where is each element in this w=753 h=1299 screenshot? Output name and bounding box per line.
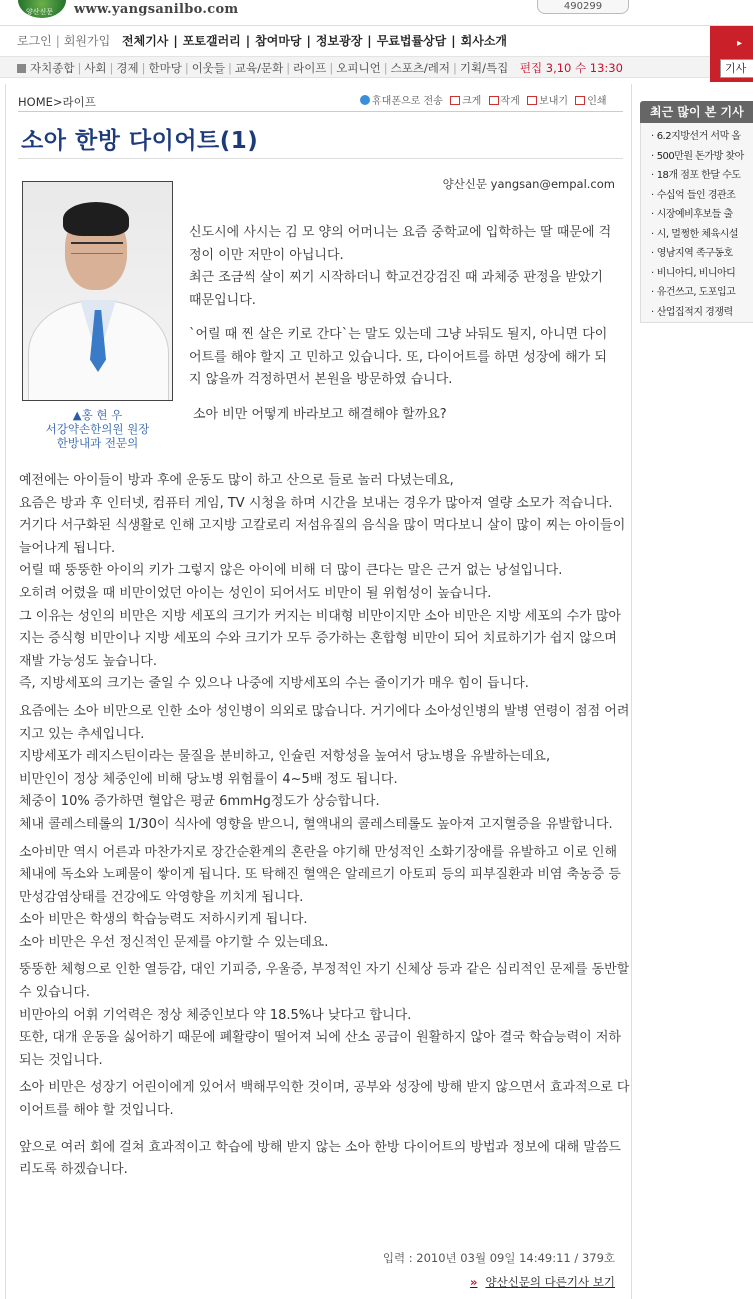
intro-question: 소아 비만 어떻게 바라보고 해결해야 할까요?: [193, 406, 447, 422]
section-link[interactable]: 사회: [84, 61, 107, 75]
body-paragraph: 비만아의 어휘 기억력은 정상 체중인보다 약 18.5%나 낮다고 합니다.: [19, 1007, 412, 1023]
email-label: 보내기: [539, 96, 569, 107]
site-logo[interactable]: [18, 0, 66, 18]
nav-separator: |: [286, 61, 291, 75]
more-articles-link[interactable]: [470, 1274, 615, 1290]
print-button[interactable]: [575, 92, 606, 107]
nav-about[interactable]: 회사소개: [460, 34, 508, 48]
author-photo: [22, 181, 173, 401]
nav-separator: |: [451, 34, 456, 48]
email-button[interactable]: [527, 92, 568, 107]
intro-paragraph: 신도시에 사시는 김 모 양의 어머니는 요즘 중학교에 입학하는 딸 때문에 걱정이 이만 저만이 아닙니다. 최근 조금씩 살이 찌기 시작하더니 학교건강검진 때 과체중 판정을 받았기 때문입니다.: [189, 225, 612, 308]
photo-hair: [63, 202, 129, 236]
body-paragraph: 체내 콜레스테롤의 1/30이 식사에 영향을 받으니, 혈액내의 콜레스테롤도 높아져 고지혈증을 유발합니다.: [19, 816, 613, 832]
body-paragraph: 뚱뚱한 체형으로 인한 열등감, 대인 기피증, 우울증, 부정적인 자기 신체상 등과 같은 심리적인 문제를 동반할 수 있습니다.: [19, 962, 634, 1001]
section-link[interactable]: 이웃들: [191, 61, 226, 75]
photo-glasses: [71, 242, 123, 254]
logo-text: 양산신문: [26, 8, 54, 16]
article-container: [5, 84, 632, 1299]
popular-article-item[interactable]: · 영남지역 족구동호: [641, 244, 753, 264]
body-paragraph: 요즘에는 소아 비만으로 인한 소아 성인병이 의외로 많습니다. 거기에다 소아성인병의 발병 연령이 점점 어려지고 있는 추세입니다.: [19, 703, 630, 742]
photo-caption: [22, 408, 173, 450]
article-tools: [356, 92, 607, 107]
nav-participation[interactable]: 참여마당: [255, 34, 302, 48]
divider: [18, 111, 623, 112]
font-bigger-button[interactable]: [450, 92, 481, 107]
article-title: 소아 한방 다이어트(1): [21, 128, 259, 154]
spacer: [19, 1123, 631, 1137]
section-nav: [0, 56, 710, 78]
more-articles-label: 양산신문의 다른기사 보기: [485, 1275, 615, 1289]
body-paragraph: 지방세포가 레지스틴이라는 물질을 분비하고, 인슐린 저항성을 높여서 당뇨병을 유발하는데요,: [19, 749, 551, 765]
section-link[interactable]: 교육/문화: [234, 61, 284, 75]
edition-date: 편집 3,10 수 13:30: [519, 61, 623, 75]
print-label: 인쇄: [587, 96, 607, 107]
section-link[interactable]: 오피니언: [336, 61, 381, 75]
body-paragraph: 그 이유는 성인의 비만은 지방 세포의 크기가 커지는 비대형 비만이지만 소아 비만은 지방 세포의 수가 많아지는 증식형 비만이나 지방 세포의 수와 크기가 모두 증가하는 혼합형 비만이 되어 치료하기가 쉽지 않으며 재발 가능성도 높습니다.: [19, 608, 621, 669]
nav-all-articles[interactable]: 전체기사: [122, 34, 169, 48]
nav-photo-gallery[interactable]: 포토갤러리: [182, 34, 241, 48]
body-paragraph: 오히려 어렸을 때 비만이었던 아이는 성인이 되어서도 비만이 될 위험성이 높습니다.: [19, 585, 492, 601]
popular-article-item[interactable]: · 6.2지방선거 서막 올: [641, 127, 753, 147]
section-link[interactable]: 기획/특집: [459, 61, 509, 75]
body-paragraph: 체중이 10% 증가하면 혈압은 평균 6mmHg정도가 상승합니다.: [19, 794, 380, 810]
nav-separator: |: [141, 61, 146, 75]
breadcrumb[interactable]: HOME>라이프: [18, 95, 96, 109]
nav-separator: |: [367, 34, 372, 48]
popular-article-item[interactable]: · 비니아디, 비니아디: [641, 264, 753, 284]
square-bullet-icon: [17, 64, 26, 73]
print-icon: [575, 96, 585, 105]
popular-article-item[interactable]: · 유건쓰고, 도포입고: [641, 283, 753, 303]
article-byline: 양산신문 yangsan@empal.com: [442, 177, 615, 191]
section-link[interactable]: 한마당: [148, 61, 182, 75]
popular-article-item[interactable]: · 시, 멀쩡한 체육시설: [641, 225, 753, 245]
nav-separator: |: [383, 61, 388, 75]
visitor-counter: 490299: [537, 0, 629, 14]
body-paragraph: 앞으로 여러 회에 걸쳐 효과적이고 학습에 방해 받지 않는 소아 한방 다이어트의 방법과 정보에 대해 말씀드리도록 하겠습니다.: [19, 1139, 621, 1178]
caption-specialty: 한방내과 전문의: [56, 436, 139, 450]
nav-separator: |: [228, 61, 232, 75]
nav-separator: |: [55, 34, 60, 48]
body-paragraph: 소아 비만은 우선 정신적인 문제를 야기할 수 있는데요.: [19, 934, 329, 950]
nav-separator: |: [173, 34, 178, 48]
popular-article-item[interactable]: · 시장예비후보들 출: [641, 205, 753, 225]
join-link[interactable]: 회원가입: [63, 34, 111, 48]
section-link[interactable]: 라이프: [293, 61, 327, 75]
body-paragraph: 예전에는 아이들이 방과 후에 운동도 많이 하고 산으로 들로 놀러 다녔는데요,: [19, 473, 454, 488]
popular-articles-list: [640, 123, 753, 323]
search-panel: [710, 26, 753, 82]
body-paragraph: 소아 비만은 학생의 학습능력도 저하시키게 됩니다.: [19, 912, 308, 928]
popular-articles-panel: [640, 101, 753, 323]
nav-separator: |: [245, 34, 251, 48]
font-smaller-button[interactable]: [489, 92, 520, 107]
popular-articles-title: 최근 많이 본 기사: [640, 101, 753, 123]
phone-icon: [360, 95, 370, 105]
section-link[interactable]: 스포츠/레저: [390, 61, 451, 75]
plus-icon: [450, 96, 460, 105]
login-link[interactable]: 로그인: [17, 34, 52, 48]
send-to-phone-label: 휴대폰으로 전송: [372, 96, 443, 107]
publish-date: 입력 : 2010년 03월 09일 14:49:11 / 379호: [382, 1251, 615, 1265]
intro-paragraph: `어릴 때 찐 살은 키로 간다`는 말도 있는데 그냥 놔둬도 될지, 아니면 다이어트를 해야 할지 고 민하고 있습니다. 또, 다이어트를 하면 성장에 해가 되지 않을까 걱정하면서 본원을 방문하였 습니다.: [189, 327, 608, 387]
nav-separator: |: [306, 34, 311, 48]
popular-article-item[interactable]: · 18개 점포 한달 수도: [641, 166, 753, 186]
article-body: [19, 470, 634, 1182]
mail-icon: [527, 96, 537, 105]
body-paragraph: 즉, 지방세포의 크기는 줄일 수 있으나 나중에 지방세포의 수는 줄이기가 매우 힘이 듭니다.: [19, 676, 529, 692]
nav-separator: |: [184, 61, 189, 75]
double-arrow-icon: »: [470, 1275, 478, 1289]
popular-article-item[interactable]: · 수십억 들인 경관조: [641, 186, 753, 206]
caption-name: ▲홍 현 우: [72, 408, 123, 422]
nav-separator: |: [329, 61, 334, 75]
send-to-phone-button[interactable]: [360, 92, 443, 107]
section-link[interactable]: 자치종합: [30, 61, 75, 75]
site-url[interactable]: www.yangsanilbo.com: [74, 2, 239, 17]
nav-info[interactable]: 정보광장: [315, 34, 363, 48]
nav-legal-advice[interactable]: 무료법률상담: [376, 34, 447, 48]
body-paragraph: 또한, 대개 운동을 싫어하기 때문에 폐활량이 떨어져 뇌에 산소 공급이 원활하지 않아 결국 학습능력이 저하되는 것입니다.: [19, 1030, 621, 1068]
caption-title: 서강약손한의원 원장: [45, 422, 150, 436]
nav-separator: |: [453, 61, 457, 75]
divider: [18, 158, 623, 159]
font-bigger-label: 크게: [462, 96, 482, 107]
body-paragraph: 소아비만 역시 어른과 마찬가지로 장간순환계의 혼란을 야기해 만성적인 소화기장애를 유발하고 이로 인해 체내에 독소와 노폐물이 쌓이게 됩니다. 또 탁해진 혈액은 알레르기 아토피 등의 피부질환과 비염 축농증 등 만성감염상태를 건강에도 악영향을 끼치게 됩니다.: [19, 844, 626, 905]
section-link[interactable]: 경제: [116, 61, 139, 75]
font-smaller-label: 작게: [500, 96, 520, 107]
header-bar: [0, 0, 753, 26]
arrow-right-icon: ▸: [737, 38, 743, 49]
popular-article-item[interactable]: · 500만원 돈가방 찾아: [641, 147, 753, 167]
body-paragraph: 어릴 때 뚱뚱한 아이의 키가 그렇지 않은 아이에 비해 더 많이 큰다는 말은 근거 없는 낭설입니다.: [19, 563, 563, 579]
top-nav: [0, 30, 710, 52]
popular-article-item[interactable]: · 산업집적지 경쟁력: [641, 303, 753, 323]
minus-icon: [489, 96, 499, 105]
article-intro: [189, 222, 619, 438]
search-select[interactable]: 기사: [720, 59, 753, 78]
body-paragraph: 요즘은 방과 후 인터넷, 컴퓨터 게임, TV 시청을 하며 시간을 보내는 경우가 많아져 열량 소모가 적습니다.: [19, 495, 613, 511]
body-paragraph: 소아 비만은 성장기 어린이에게 있어서 백해무익한 것이며, 공부와 성장에 방해 받지 않으면서 효과적으로 다이어트를 해야 할 것입니다.: [19, 1080, 630, 1119]
body-paragraph: 비만인이 정상 체중인에 비해 당뇨병 위험률이 4~5배 정도 됩니다.: [19, 771, 398, 787]
nav-separator: |: [77, 61, 82, 75]
body-paragraph: 거기다 서구화된 식생활로 인해 고지방 고칼로리 저섬유질의 음식을 많이 먹다보니 살이 많이 찌는 아이들이 늘어나게 됩니다.: [19, 518, 630, 556]
nav-separator: |: [109, 61, 114, 75]
